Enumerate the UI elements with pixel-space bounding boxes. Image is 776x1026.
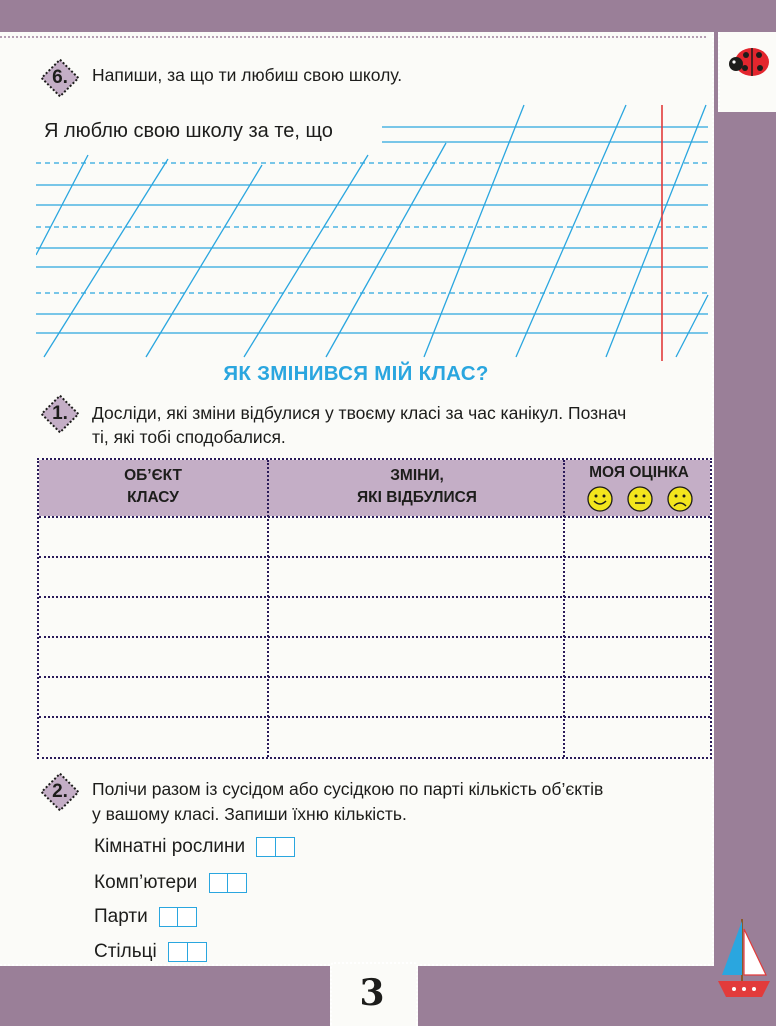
- header-class-object-line2: КЛАСУ: [127, 489, 179, 506]
- section-title: ЯК ЗМІНИВСЯ МІЙ КЛАС?: [223, 362, 489, 385]
- table-cell-rating[interactable]: [565, 518, 710, 556]
- task-6-text: Напиши, за що ти любиш свою школу.: [92, 65, 403, 85]
- ladybug-icon: [728, 40, 772, 80]
- changes-table: [37, 458, 712, 759]
- writing-starter-text: Я люблю свою школу за те, що: [44, 120, 333, 142]
- count-label-chairs: Стільці: [94, 941, 157, 963]
- count-input-chairs[interactable]: [168, 941, 205, 963]
- table-divider-2: [563, 460, 565, 757]
- task-1-text-line1: Досліди, які зміни відбулися у твоєму класі за час канікул. Познач: [92, 403, 627, 423]
- neutral-face-icon: [627, 486, 653, 512]
- page-number: 3: [359, 972, 385, 1014]
- table-cell-changes[interactable]: [269, 518, 561, 556]
- sailboat-icon: [716, 915, 772, 1001]
- table-divider-1: [267, 460, 269, 757]
- rating-faces: [587, 486, 695, 512]
- table-cell-object[interactable]: [39, 518, 265, 556]
- task-2-number: 2.: [52, 781, 68, 802]
- count-input-plants[interactable]: [256, 836, 293, 858]
- header-changes-line2: ЯКІ ВІДБУЛИСЯ: [357, 489, 477, 506]
- header-my-rating-title: МОЯ ОЦІНКА: [589, 464, 689, 481]
- count-row-chairs: [94, 941, 205, 963]
- table-row-line: [39, 676, 710, 678]
- count-row-desks: [94, 906, 196, 928]
- task-2-text-line1: Полічи разом із сусідом або сусідкою по парті кількість об’єктів: [92, 779, 604, 799]
- task-6-number: 6.: [52, 67, 68, 88]
- task-1-number: 1.: [52, 403, 68, 424]
- top-dotted-border: [0, 36, 706, 38]
- count-input-desks[interactable]: [159, 906, 196, 928]
- count-input-computers[interactable]: [209, 872, 246, 894]
- top-frame: [0, 0, 776, 32]
- header-class-object-line1: ОБ’ЄКТ: [124, 467, 182, 484]
- smile-face-icon: [587, 486, 613, 512]
- header-changes-line1: ЗМІНИ,: [390, 467, 444, 484]
- task-2-badge: [38, 770, 82, 814]
- task-2-text-line2: у вашому класі. Запиши їхню кількість.: [92, 804, 407, 824]
- sad-face-icon: [667, 486, 693, 512]
- task-6-badge: [38, 56, 82, 100]
- count-row-computers: [94, 872, 246, 894]
- table-row-line: [39, 716, 710, 718]
- table-row-line: [39, 556, 710, 558]
- count-label-desks: Парти: [94, 906, 148, 928]
- task-1-badge: [38, 392, 82, 436]
- count-label-plants: Кімнатні рослини: [94, 836, 246, 858]
- count-row-plants: [94, 836, 293, 858]
- header-changes: [269, 465, 565, 521]
- header-class-object: [39, 465, 267, 521]
- header-my-rating: [565, 460, 713, 516]
- table-row-line: [39, 636, 710, 638]
- count-label-computers: Комп’ютери: [94, 872, 198, 894]
- table-row-line: [39, 596, 710, 598]
- task-1-text-line2: ті, які тобі сподобалися.: [92, 427, 286, 447]
